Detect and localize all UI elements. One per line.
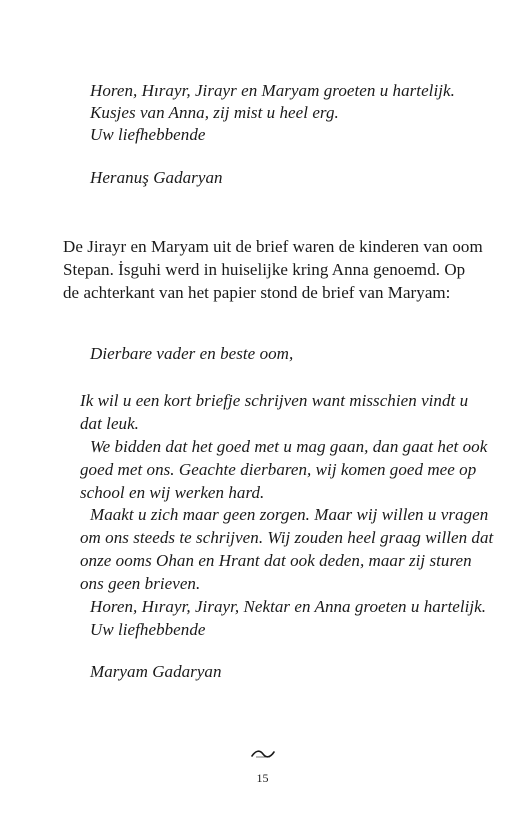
- letter2-line: dat leuk.: [80, 414, 139, 433]
- page-number: 15: [256, 771, 269, 785]
- narrative-line: de achterkant van het papier stond de brief van Maryam:: [63, 283, 451, 302]
- letter2-line: Horen, Hırayr, Jirayr, Nektar en Anna groeten u hartelijk.: [90, 597, 487, 616]
- letter2-line: onze ooms Ohan en Hrant dat ook deden, maar zij sturen: [80, 551, 472, 570]
- letter2-line: om ons steeds te schrijven. Wij zouden heel graag willen dat: [80, 528, 494, 547]
- letter2-line: goed met ons. Geachte dierbaren, wij komen goed mee op: [80, 460, 477, 479]
- narrative-line: Stepan. İsguhi werd in huiselijke kring Anna genoemd. Op: [63, 260, 466, 279]
- letter2-line: We bidden dat het goed met u mag gaan, dan gaat het ook: [90, 437, 488, 456]
- tilde-ornament-icon: [250, 748, 276, 760]
- narrative-line: De Jirayr en Maryam uit de brief waren de kinderen van oom: [63, 237, 483, 256]
- letter2-line: ons geen brieven.: [80, 574, 201, 593]
- letter1-line: Kusjes van Anna, zij mist u heel erg.: [90, 103, 339, 122]
- letter1-signature: Heranuş Gadaryan: [90, 168, 223, 187]
- letter1-line: Horen, Hırayr, Jirayr en Maryam groeten u hartelijk.: [90, 81, 455, 100]
- letter2-line: Maakt u zich maar geen zorgen. Maar wij willen u vragen: [90, 505, 489, 524]
- letter2-line: school en wij werken hard.: [80, 483, 265, 502]
- letter2-salutation: Dierbare vader en beste oom,: [90, 344, 294, 363]
- letter1-line: Uw liefhebbende: [90, 125, 206, 144]
- letter2-signature: Maryam Gadaryan: [90, 662, 222, 681]
- letter2-line: Ik wil u een kort briefje schrijven want misschien vindt u: [80, 391, 469, 410]
- letter2-line: Uw liefhebbende: [90, 620, 206, 639]
